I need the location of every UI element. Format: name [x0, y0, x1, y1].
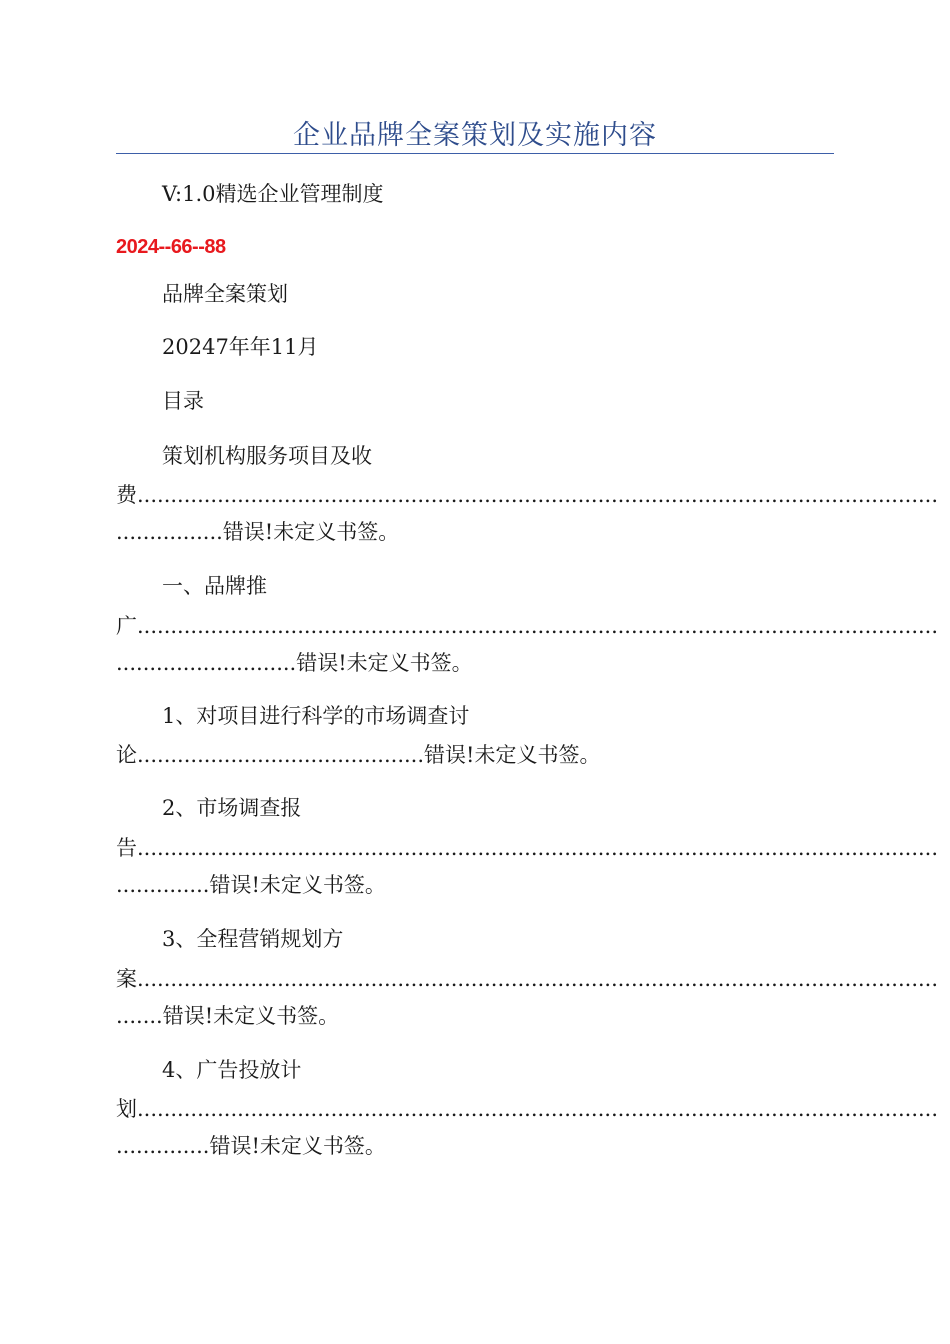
toc-page-ref: 错误!未定义书签。	[209, 873, 386, 897]
dot-leader: ........................................................................................................................	[137, 614, 939, 638]
toc-entry-leader[interactable]	[116, 1097, 939, 1121]
cover-title: 品牌全案策划	[162, 282, 288, 306]
toc-entry-label-end: 广	[116, 614, 137, 638]
toc-entry-ref[interactable]	[116, 1136, 386, 1157]
toc-entry-leader[interactable]	[116, 836, 939, 860]
version-line: V:1.0精选企业管理制度	[162, 182, 384, 206]
toc-entry-label-end: 告	[116, 836, 137, 860]
toc-page-ref: 错误!未定义书签。	[424, 743, 601, 767]
toc-entry-label[interactable]: 一、品牌推	[162, 574, 267, 598]
toc-entry-label[interactable]: 策划机构服务项目及收	[162, 444, 372, 468]
dot-leader: ..............	[116, 873, 210, 897]
toc-entry-label[interactable]: 2、市场调查报	[162, 796, 302, 820]
dot-leader: ................	[116, 520, 223, 544]
dot-leader: ........................................................................................................................	[137, 967, 939, 991]
toc-entry-ref[interactable]	[116, 522, 399, 543]
dot-leader: ........................................................................................................................	[137, 1097, 939, 1121]
date-line: 2024--66--88	[116, 236, 226, 258]
toc-entry-leader[interactable]	[116, 614, 939, 638]
dot-leader: ........................................................................................................................	[137, 836, 939, 860]
dot-leader: ..............	[116, 1134, 210, 1158]
toc-entry-leader[interactable]	[116, 967, 939, 991]
toc-entry-label[interactable]: 3、全程营销规划方	[162, 927, 344, 951]
dot-leader: .......	[116, 1004, 163, 1028]
toc-entry-ref[interactable]	[116, 653, 473, 674]
toc-entry-label-end: 论	[116, 743, 137, 767]
toc-entry-label[interactable]: 1、对项目进行科学的市场调查讨	[162, 704, 470, 728]
dot-leader: ...........................................	[137, 743, 425, 767]
toc-entry-leader[interactable]	[116, 483, 939, 507]
toc-entry-label-end: 费	[116, 483, 137, 507]
toc-page-ref: 错误!未定义书签。	[296, 651, 473, 675]
cover-date: 20247年年11月	[162, 335, 319, 359]
toc-page-ref: 错误!未定义书签。	[162, 1004, 340, 1028]
dot-leader: ...........................	[116, 651, 297, 675]
dot-leader: ........................................................................................................................	[137, 483, 939, 507]
document-title: 企业品牌全案策划及实施内容	[293, 120, 657, 151]
toc-entry-ref[interactable]	[116, 745, 601, 766]
title-underline	[116, 153, 834, 154]
toc-entry-label-end: 划	[116, 1097, 137, 1121]
toc-heading: 目录	[162, 389, 204, 413]
toc-entry-label-end: 案	[116, 967, 137, 991]
toc-entry-ref[interactable]	[116, 1006, 339, 1027]
toc-page-ref: 错误!未定义书签。	[209, 1134, 386, 1158]
toc-page-ref: 错误!未定义书签。	[222, 520, 400, 544]
toc-entry-label[interactable]: 4、广告投放计	[162, 1058, 302, 1082]
toc-entry-ref[interactable]	[116, 875, 386, 896]
